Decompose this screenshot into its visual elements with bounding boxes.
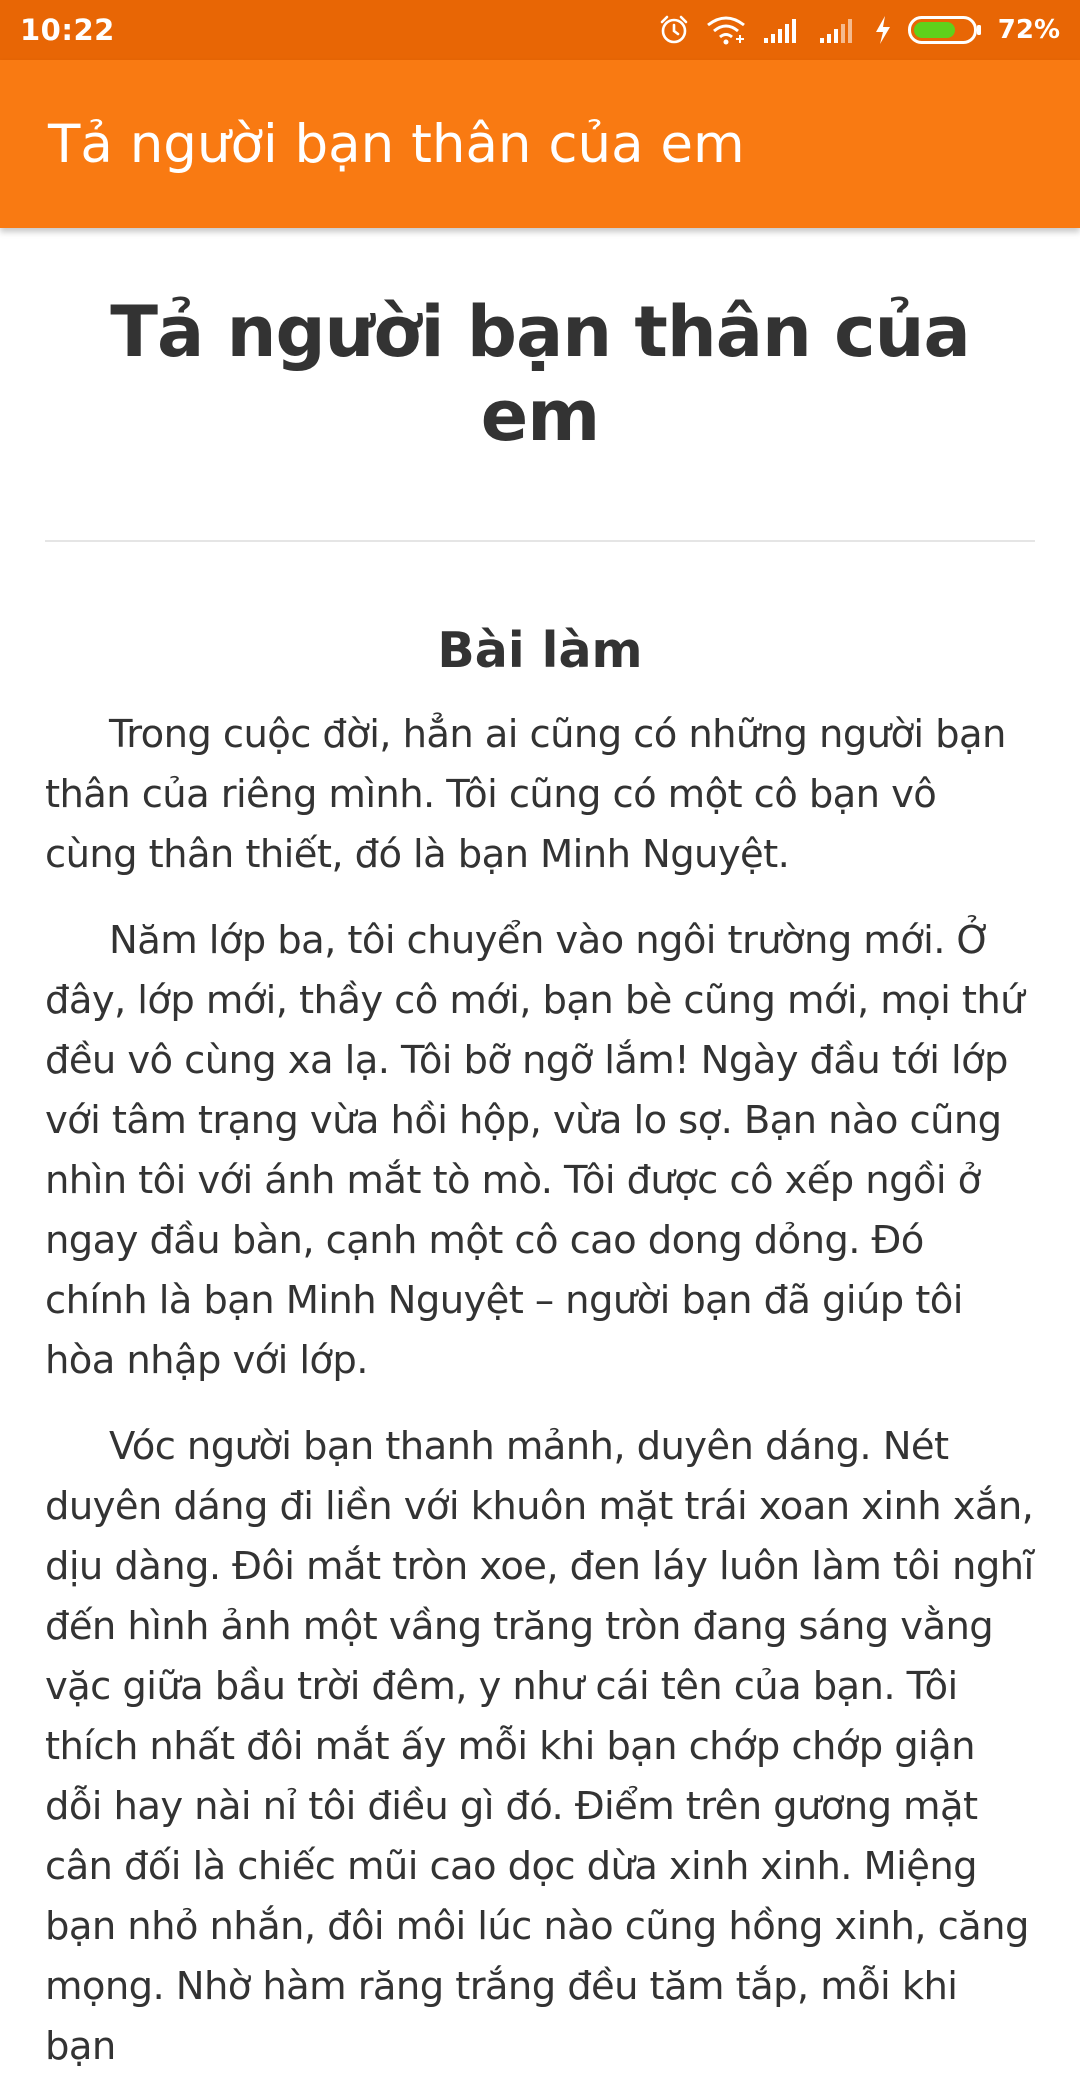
battery-icon: [908, 15, 982, 45]
app-bar-title: Tả người bạn thân của em: [48, 113, 745, 175]
status-time: 10:22: [20, 13, 115, 47]
article-content[interactable]: [0, 228, 1080, 2069]
article-paragraph: Vóc người bạn thanh mảnh, duyên dáng. Nét duyên dáng đi liền với khuôn mặt trái xoan xinh xắn, dịu dàng. Đôi mắt tròn xoe, đen láy luôn làm tôi nghĩ đến hình ảnh một vầng trăng tròn đang sáng vằng vặc giữa bầu trời đêm, y như cái tên của bạn. Tôi thích nhất đôi mắt ấy mỗi khi bạn chớp chớp giận dỗi hay nài nỉ tôi điều gì đó. Điểm trên gương mặt cân đối là chiếc mũi cao dọc dừa xinh xinh. Miệng bạn nhỏ nhắn, đôi môi lúc nào cũng hồng xinh, căng mọng. Nhờ hàm răng trắng đều tăm tắp, mỗi khi bạn: [45, 1424, 1034, 2069]
article-paragraph: Trong cuộc đời, hẳn ai cũng có những người bạn thân của riêng mình. Tôi cũng có một cô bạn vô cùng thân thiết, đó là bạn Minh Nguyệt.: [45, 712, 1006, 877]
app-bar: [0, 60, 1080, 228]
battery-percent: 72%: [997, 15, 1060, 45]
alarm-icon: [658, 14, 690, 46]
divider: [45, 540, 1035, 542]
article-paragraph: Năm lớp ba, tôi chuyển vào ngôi trường mới. Ở đây, lớp mới, thầy cô mới, bạn bè cũng mới, mọi thứ đều vô cùng xa lạ. Tôi bỡ ngỡ lắm! Ngày đầu tới lớp với tâm trạng vừa hồi hộp, vừa lo sợ. Bạn nào cũng nhìn tôi với ánh mắt tò mò. Tôi được cô xếp ngồi ở ngay đầu bàn, cạnh một cô cao dong dỏng. Đó chính là bạn Minh Nguyệt – người bạn đã giúp tôi hòa nhập với lớp.: [45, 918, 1024, 1383]
article-title: Tả người bạn thân của em: [110, 291, 970, 457]
signal-icon: [762, 16, 802, 44]
charging-icon: [874, 15, 892, 45]
status-icons: [658, 14, 1060, 46]
section-heading: Bài làm: [437, 622, 643, 679]
signal-icon: [818, 16, 858, 44]
status-bar: [0, 0, 1080, 60]
wifi-icon: [706, 15, 746, 45]
